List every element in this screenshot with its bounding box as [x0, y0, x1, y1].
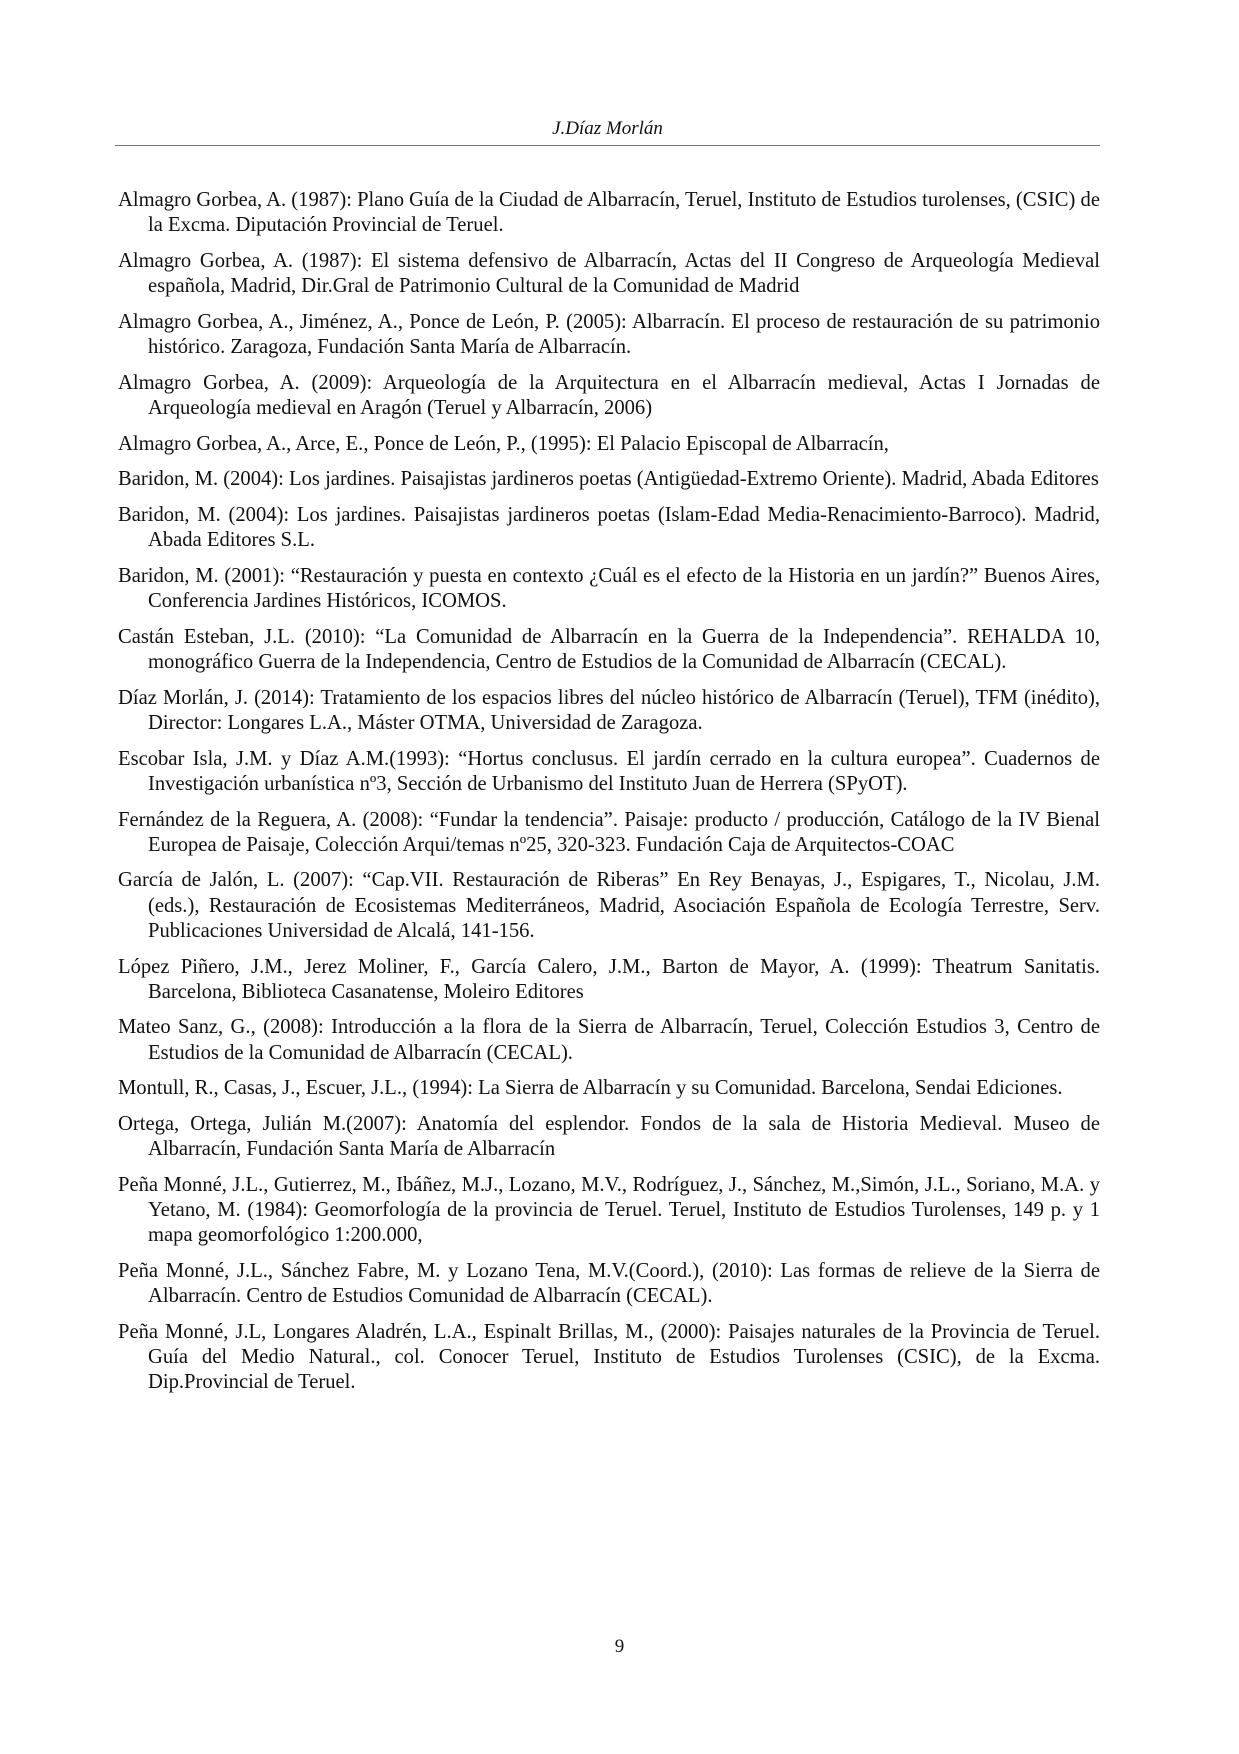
- reference-item: Ortega, Ortega, Julián M.(2007): Anatomía del esplendor. Fondos de la sala de Historia Medieval. Museo de Albarracín, Fundación Santa María de Albarracín: [118, 1113, 1100, 1161]
- reference-item: Baridon, M. (2001): “Restauración y puesta en contexto ¿Cuál es el efecto de la Historia en un jardín?” Buenos Aires, Conferencia Jardines Históricos, ICOMOS.: [118, 564, 1100, 613]
- reference-item: Peña Monné, J.L., Gutierrez, M., Ibáñez, M.J., Lozano, M.V., Rodríguez, J., Sánchez, M.,Simón, J.L., Soriano, M.A. y Yetano, M. (1984): Geomorfología de la provincia de Teruel. Teruel, Instituto de Estudios Turolenses, 149 p. y 1 mapa geomorfológico 1:200.000,: [118, 1174, 1100, 1247]
- reference-item: Peña Monné, J.L., Sánchez Fabre, M. y Lozano Tena, M.V.(Coord.), (2010): Las formas de relieve de la Sierra de Albarracín. Centro de Estudios Comunidad de Albarracín (CECAL).: [118, 1260, 1100, 1308]
- reference-item: Baridon, M. (2004): Los jardines. Paisajistas jardineros poetas (Antigüedad-Extremo Oriente). Madrid, Abada Editores: [118, 468, 1099, 491]
- reference-item: Fernández de la Reguera, A. (2008): “Fundar la tendencia”. Paisaje: producto / producción, Catálogo de la IV Bienal Europea de Paisaje, Colección Arqui/temas nº25, 320-323. Fundación Caja de Arquitectos-COAC: [118, 808, 1100, 856]
- reference-list: [118, 188, 1100, 1406]
- reference-item: Almagro Gorbea, A., Arce, E., Ponce de León, P., (1995): El Palacio Episcopal de Albarracín,: [118, 432, 889, 455]
- reference-item: Díaz Morlán, J. (2014): Tratamiento de los espacios libres del núcleo histórico de Albarracín (Teruel), TFM (inédito), Director: Longares L.A., Máster OTMA, Universidad de Zaragoza.: [118, 686, 1100, 734]
- reference-item: Baridon, M. (2004): Los jardines. Paisajistas jardineros poetas (Islam-Edad Media-Renacimiento-Barroco). Madrid, Abada Editores S.L.: [118, 504, 1100, 552]
- page-number: 9: [614, 1636, 625, 1657]
- page-header: [115, 118, 1100, 146]
- reference-item: Montull, R., Casas, J., Escuer, J.L., (1994): La Sierra de Albarracín y su Comunidad. Barcelona, Sendai Ediciones.: [118, 1077, 1063, 1100]
- reference-item: López Piñero, J.M., Jerez Moliner, F., García Calero, J.M., Barton de Mayor, A. (1999): Theatrum Sanitatis. Barcelona, Biblioteca Casanatense, Moleiro Editores: [118, 955, 1100, 1003]
- reference-item: Mateo Sanz, G., (2008): Introducción a la flora de la Sierra de Albarracín, Teruel, Colección Estudios 3, Centro de Estudios de la Comunidad de Albarracín (CECAL).: [118, 1016, 1100, 1064]
- reference-item: Peña Monné, J.L, Longares Aladrén, L.A., Espinalt Brillas, M., (2000): Paisajes naturales de la Provincia de Teruel. Guía del Medio Natural., col. Conocer Teruel, Instituto de Estudios Turolenses (CSIC), de la Excma. Dip.Provincial de Teruel.: [118, 1321, 1100, 1394]
- reference-item: Escobar Isla, J.M. y Díaz A.M.(1993): “Hortus conclusus. El jardín cerrado en la cultura europea”. Cuadernos de Investigación urbanística nº3, Sección de Urbanismo del Instituto Juan de Herrera (SPyOT).: [118, 747, 1100, 795]
- reference-item: Almagro Gorbea, A. (2009): Arqueología de la Arquitectura en el Albarracín medieval, Actas I Jornadas de Arqueología medieval en Aragón (Teruel y Albarracín, 2006): [118, 371, 1100, 419]
- reference-item: Almagro Gorbea, A. (1987): El sistema defensivo de Albarracín, Actas del II Congreso de Arqueología Medieval española, Madrid, Dir.Gral de Patrimonio Cultural de la Comunidad de Madrid: [118, 249, 1100, 298]
- reference-item: Almagro Gorbea, A. (1987): Plano Guía de la Ciudad de Albarracín, Teruel, Instituto de Estudios turolenses, (CSIC) de la Excma. Diputación Provincial de Teruel.: [118, 189, 1100, 237]
- reference-item: Almagro Gorbea, A., Jiménez, A., Ponce de León, P. (2005): Albarracín. El proceso de restauración de su patrimonio histórico. Zaragoza, Fundación Santa María de Albarracín.: [118, 310, 1100, 359]
- reference-item: García de Jalón, L. (2007): “Cap.VII. Restauración de Riberas” En Rey Benayas, J., Espigares, T., Nicolau, J.M. (eds.), Restauración de Ecosistemas Mediterráneos, Madrid, Asociación Española de Ecología Terrestre, Serv. Publicaciones Universidad de Alcalá, 141-156.: [118, 869, 1100, 942]
- reference-item: Castán Esteban, J.L. (2010): “La Comunidad de Albarracín en la Guerra de la Independencia”. REHALDA 10, monográfico Guerra de la Independencia, Centro de Estudios de la Comunidad de Albarracín (CECAL).: [118, 625, 1100, 674]
- header-author: J.Díaz Morlán: [552, 118, 663, 139]
